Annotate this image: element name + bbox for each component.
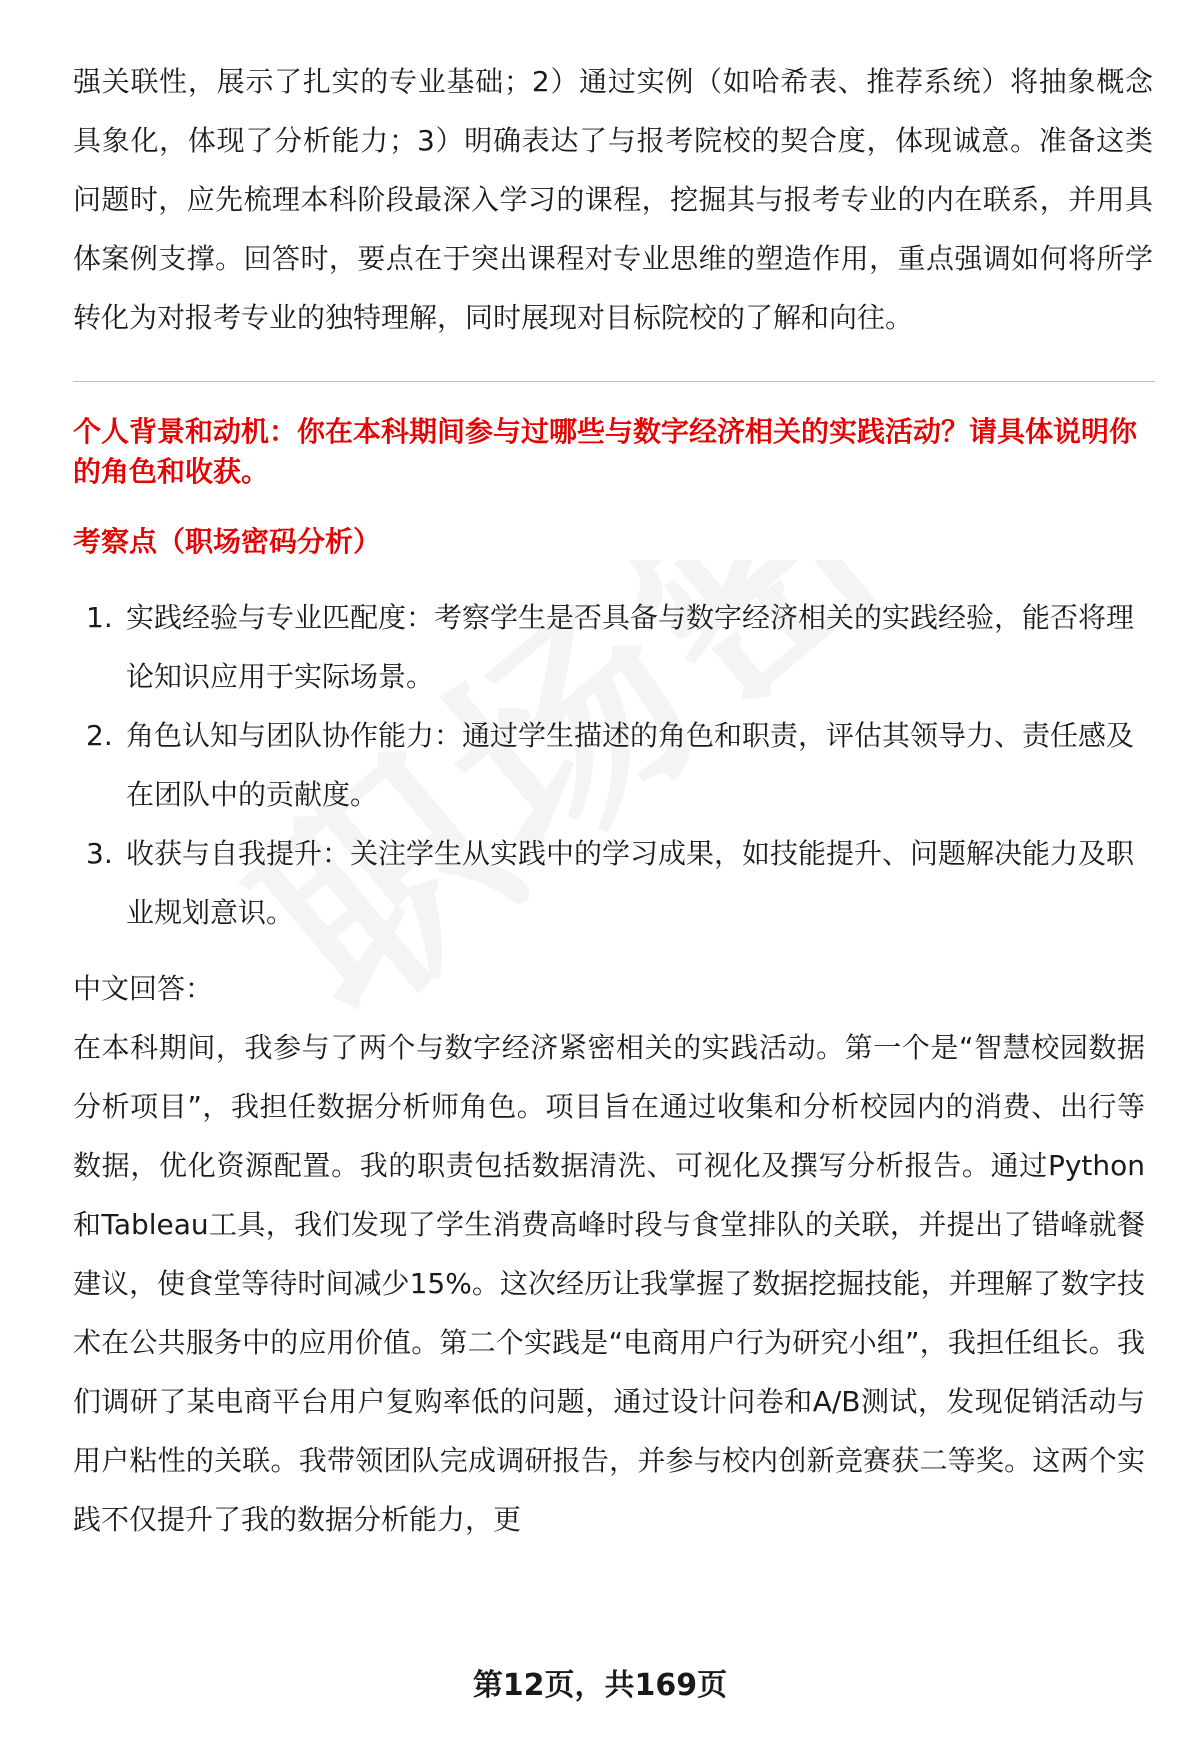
intro-paragraph: 强关联性，展示了扎实的专业基础；2）通过实例（如哈希表、推荐系统）将抽象概念具象化，体现了分析能力；3）明确表达了与报考院校的契合度，体现诚意。准备这类问题时，应先梳理本科阶段最深入学习的课程，挖掘其与报考专业的内在联系，并用具体案例支撑。回答时，要点在于突出课程对专业思维的塑造作用，重点强调如何将所学转化为对报考专业的独特理解，同时展现对目标院校的了解和向往。 [73,65,1153,334]
document-body [73,52,1153,1549]
list-item [73,824,1141,942]
list-item-number: 1. [86,601,113,634]
assessment-points-list [73,588,1153,942]
list-item-text: 实践经验与专业匹配度：考察学生是否具备与数字经济相关的实践经验，能否将理论知识应用于实际场景。 [126,601,1135,693]
list-item-number: 3. [86,837,113,870]
list-item-number: 2. [86,719,113,752]
section-divider [73,381,1155,382]
page-footer: 第12页，共169页 [472,1668,728,1703]
list-item-text: 角色认知与团队协作能力：通过学生描述的角色和职责，评估其领导力、责任感及在团队中的贡献度。 [126,719,1135,811]
answer-paragraph: 在本科期间，我参与了两个与数字经济紧密相关的实践活动。第一个是“智慧校园数据分析项目”，我担任数据分析师角色。项目旨在通过收集和分析校园内的消费、出行等数据，优化资源配置。我的职责包括数据清洗、可视化及撰写分析报告。通过Python和Tableau工具，我们发现了学生消费高峰时段与食堂排队的关联，并提出了错峰就餐建议，使食堂等待时间减少15%。这次经历让我掌握了数据挖掘技能，并理解了数字技术在公共服务中的应用价值。第二个实践是“电商用户行为研究小组”，我担任组长。我们调研了某电商平台用户复购率低的问题，通过设计问卷和A/B测试，发现促销活动与用户粘性的关联。我带领团队完成调研报告，并参与校内创新竞赛获二等奖。这两个实践不仅提升了我的数据分析能力，更 [73,1031,1145,1536]
list-item [73,706,1141,824]
list-item [73,588,1141,706]
answer-label: 中文回答： [73,972,214,1005]
list-item-text: 收获与自我提升：关注学生从实践中的学习成果，如技能提升、问题解决能力及职业规划意识。 [126,837,1135,929]
assessment-points-heading: 考察点（职场密码分析） [73,525,382,558]
question-heading: 个人背景和动机：你在本科期间参与过哪些与数字经济相关的实践活动？请具体说明你的角色和收获。 [73,415,1138,488]
